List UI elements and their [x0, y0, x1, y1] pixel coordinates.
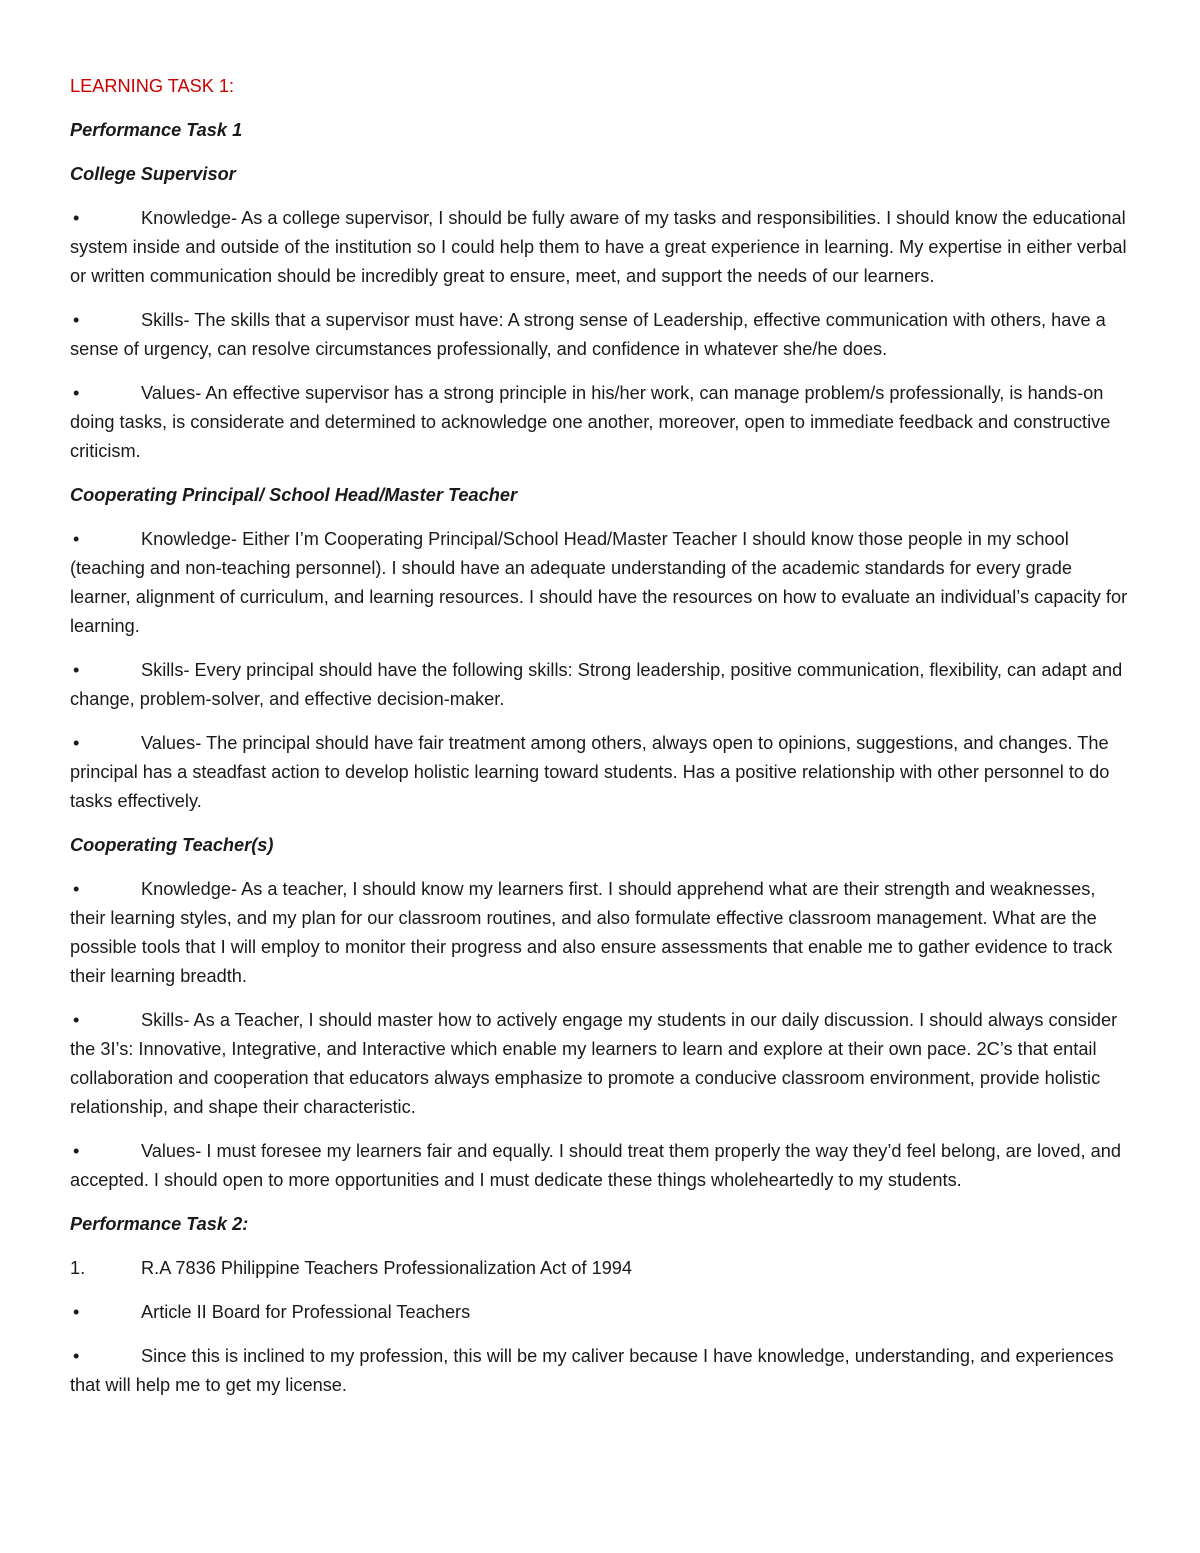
numbered-item — [70, 1254, 1132, 1283]
list-item-text: Since this is inclined to my profession, this will be my caliver because I have knowledge, understanding, and experiences that will help me to get my license. — [70, 1346, 1114, 1395]
list-item — [70, 1298, 1132, 1327]
list-item-text: Knowledge- As a teacher, I should know my learners first. I should apprehend what are their strength and weaknesses, their learning styles, and my plan for our classroom routines, and also formulate effective classroom management. What are the possible tools that I will employ to monitor their progress and also ensure assessments that enable me to gather evidence to track their learning breadth. — [70, 879, 1113, 986]
list-item-text: Article II Board for Professional Teachers — [141, 1302, 471, 1322]
bullet-icon: • — [73, 1346, 80, 1366]
list-item-text: Knowledge- Either I’m Cooperating Principal/School Head/Master Teacher I should know those people in my school (teaching and non-teaching personnel). I should have an adequate understanding of the academic standards for every grade learner, alignment of curriculum, and learning resources. I should have the resources on how to evaluate an individual’s capacity for learning. — [70, 529, 1128, 636]
list-item-text: Values- I must foresee my learners fair and equally. I should treat them properly the way they’d feel belong, are loved, and accepted. I should open to more opportunities and I must dedicate these things wholeheartedly to my students. — [70, 1141, 1121, 1190]
list-item — [70, 1006, 1132, 1122]
bullet-icon: • — [73, 879, 80, 899]
list-item-text: Skills- The skills that a supervisor must have: A strong sense of Leadership, effective communication with others, have a sense of urgency, can resolve circumstances professionally, and confidence in whatever she/he does. — [70, 310, 1106, 359]
list-item-text: Knowledge- As a college supervisor, I should be fully aware of my tasks and responsibilities. I should know the educational system inside and outside of the institution so I could help them to have a great experience in learning. My expertise in either verbal or written communication should be incredibly great to ensure, meet, and support the needs of our learners. — [70, 208, 1127, 286]
document-title: LEARNING TASK 1: — [70, 76, 235, 96]
list-item — [70, 306, 1132, 364]
college-supervisor-heading: College Supervisor — [70, 164, 236, 184]
performance-task-2-heading: Performance Task 2: — [70, 1214, 249, 1234]
list-item — [70, 875, 1132, 991]
list-item — [70, 379, 1132, 466]
list-item — [70, 1342, 1132, 1400]
bullet-icon: • — [73, 383, 80, 403]
bullet-icon: • — [73, 660, 80, 680]
list-item — [70, 656, 1132, 714]
bullet-icon: • — [73, 529, 80, 549]
list-item — [70, 204, 1132, 291]
list-item-text: Skills- As a Teacher, I should master how to actively engage my students in our daily discussion. I should always consider the 3I’s: Innovative, Integrative, and Interactive which enable my learners to learn and explore at their own pace. 2C’s that entail collaboration and cooperation that educators always emphasize to promote a conducive classroom environment, provide holistic relationship, and shape their characteristic. — [70, 1010, 1118, 1117]
list-item-text: Skills- Every principal should have the following skills: Strong leadership, positive communication, flexibility, can adapt and change, problem-solver, and effective decision-maker. — [70, 660, 1123, 709]
bullet-icon: • — [73, 208, 80, 228]
list-item — [70, 525, 1132, 641]
bullet-icon: • — [73, 310, 80, 330]
list-item-text: Values- The principal should have fair treatment among others, always open to opinions, suggestions, and changes. The principal has a steadfast action to develop holistic learning toward students. Has a positive relationship with other personnel to do tasks effectively. — [70, 733, 1110, 811]
cooperating-teacher-heading: Cooperating Teacher(s) — [70, 835, 274, 855]
list-item — [70, 1137, 1132, 1195]
cooperating-principal-heading: Cooperating Principal/ School Head/Master Teacher — [70, 485, 518, 505]
list-item-text: Values- An effective supervisor has a strong principle in his/her work, can manage problem/s professionally, is hands-on doing tasks, is considerate and determined to acknowledge one another, moreover, open to immediate feedback and constructive criticism. — [70, 383, 1111, 461]
performance-task-1-heading: Performance Task 1 — [70, 120, 243, 140]
item-number: 1. — [70, 1258, 86, 1278]
bullet-icon: • — [73, 1302, 80, 1322]
bullet-icon: • — [73, 1010, 80, 1030]
document-page — [70, 72, 1132, 1415]
bullet-icon: • — [73, 1141, 80, 1161]
bullet-icon: • — [73, 733, 80, 753]
numbered-item-text: R.A 7836 Philippine Teachers Professionalization Act of 1994 — [141, 1258, 633, 1278]
list-item — [70, 729, 1132, 816]
